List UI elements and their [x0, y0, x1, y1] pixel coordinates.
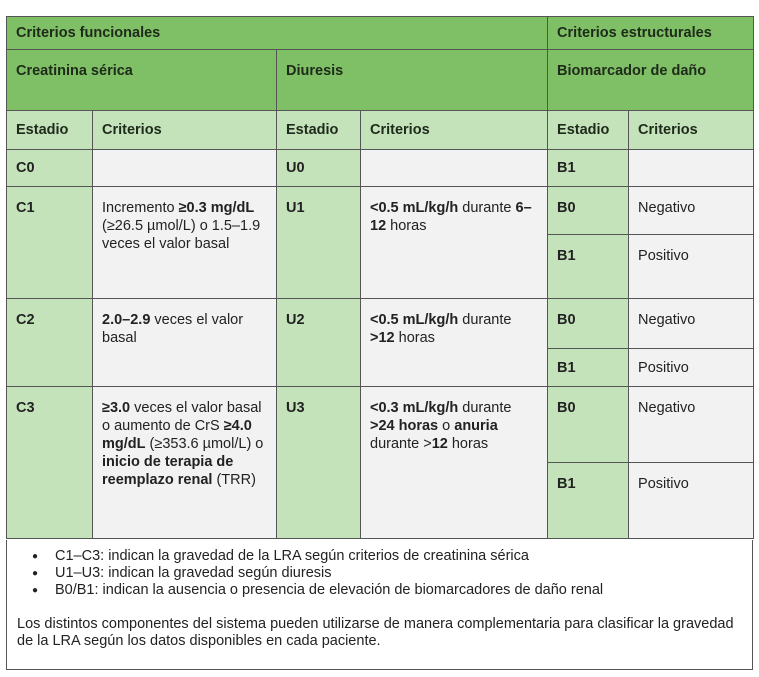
criteria-cell: Negativo — [629, 299, 754, 349]
criteria-cell: Negativo — [629, 387, 754, 463]
criteria-cell: <0.5 mL/kg/h durante >12 horas — [361, 299, 548, 387]
stage-cell: B1 — [548, 150, 629, 187]
stage-cell: C2 — [7, 299, 93, 387]
note-bullet: ● C1–C3: indican la gravedad de la LRA según criterios de creatinina sérica — [32, 548, 742, 565]
stage-cell: B0 — [548, 387, 629, 463]
notes-list — [32, 548, 742, 599]
stage-cell: B0 — [548, 187, 629, 235]
criteria-cell: Positivo — [629, 463, 754, 539]
criteria-cell — [93, 150, 277, 187]
criteria-cell — [629, 150, 754, 187]
stage-cell: C3 — [7, 387, 93, 539]
stage-cell: B1 — [548, 463, 629, 539]
criteria-cell: 2.0–2.9 veces el valor basal — [93, 299, 277, 387]
stage-cell: U3 — [277, 387, 361, 539]
notes-paragraph: Los distintos componentes del sistema pueden utilizarse de manera complementaria para clasificar la gravedad de la LRA según los datos disponibles en cada paciente. — [17, 616, 734, 649]
note-bullet: ● B0/B1: indican la ausencia o presencia de elevación de biomarcadores de daño renal — [32, 582, 742, 599]
creatinine-header: Creatinina sérica — [7, 50, 277, 111]
stage-col-header: Estadio — [548, 111, 629, 150]
biomarker-header: Biomarcador de daño — [548, 50, 754, 111]
criteria-col-header: Criterios — [93, 111, 277, 150]
criteria-col-header: Criterios — [361, 111, 548, 150]
stage-cell: B1 — [548, 349, 629, 387]
stage-cell: B0 — [548, 299, 629, 349]
criteria-cell: Positivo — [629, 235, 754, 299]
criteria-cell: <0.5 mL/kg/h durante 6–12 horas — [361, 187, 548, 299]
stage-cell: U0 — [277, 150, 361, 187]
stage-cell: U2 — [277, 299, 361, 387]
stage-cell: B1 — [548, 235, 629, 299]
criteria-col-header: Criterios — [629, 111, 754, 150]
functional-criteria-header: Criterios funcionales — [7, 17, 548, 50]
criteria-cell: Incremento ≥0.3 mg/dL (≥26.5 µmol/L) o 1.5–1.9 veces el valor basal — [93, 187, 277, 299]
structural-criteria-header: Criterios estructurales — [548, 17, 754, 50]
stage-cell: C1 — [7, 187, 93, 299]
criteria-cell: Positivo — [629, 349, 754, 387]
criteria-cell: ≥3.0 veces el valor basal o aumento de CrS ≥4.0 mg/dL (≥353.6 µmol/L) o inicio de terapia de reemplazo renal (TRR) — [93, 387, 277, 539]
criteria-cell — [361, 150, 548, 187]
stage-col-header: Estadio — [7, 111, 93, 150]
notes-box — [6, 540, 753, 670]
diuresis-header: Diuresis — [277, 50, 548, 111]
stage-col-header: Estadio — [277, 111, 361, 150]
aki-classification-table — [6, 16, 754, 539]
criteria-cell: <0.3 mL/kg/h durante >24 horas o anuria durante >12 horas — [361, 387, 548, 539]
stage-cell: C0 — [7, 150, 93, 187]
criteria-cell: Negativo — [629, 187, 754, 235]
note-bullet: ● U1–U3: indican la gravedad según diuresis — [32, 565, 742, 582]
stage-cell: U1 — [277, 187, 361, 299]
